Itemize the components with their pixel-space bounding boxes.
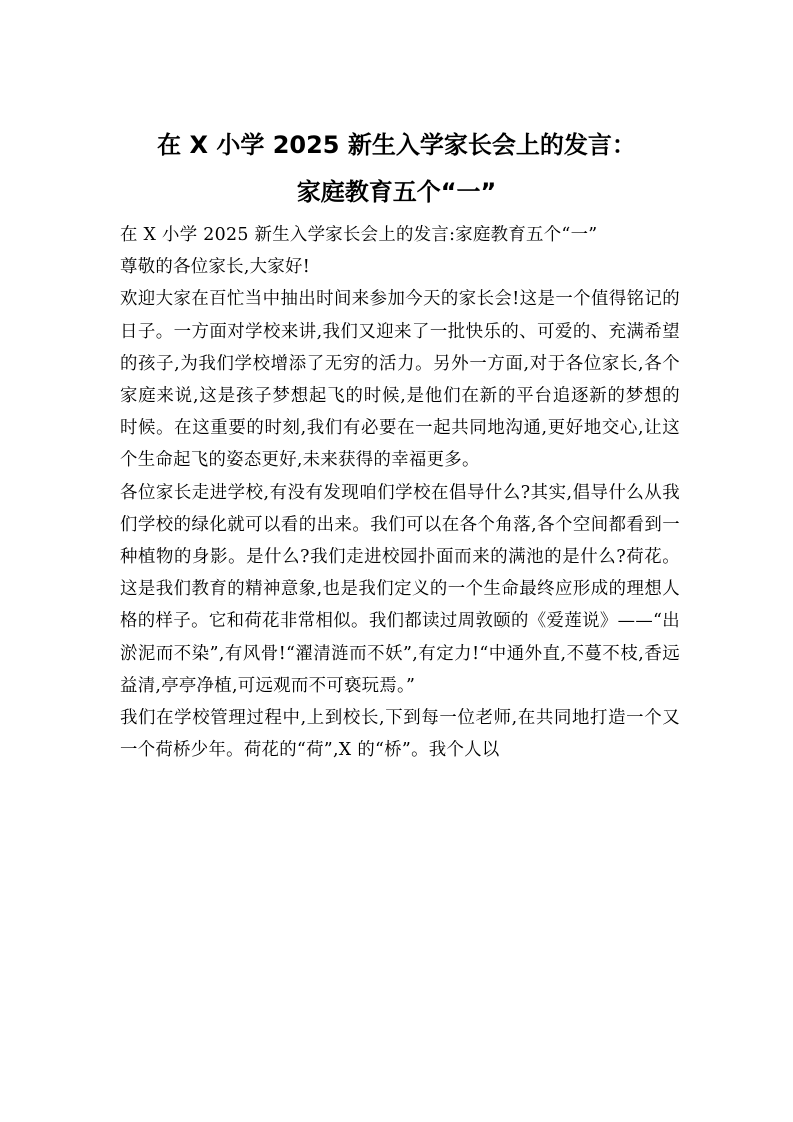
paragraph-welcome: 欢迎大家在百忙当中抽出时间来参加今天的家长会!这是一个值得铭记的日子。一方面对学校来讲,我们又迎来了一批快乐的、可爱的、充满希望的孩子,为我们学校增添了无穷的活力。另外一方面,对于各位家长,各个家庭来说,这是孩子梦想起飞的时候,是他们在新的平台追逐新的梦想的时候。在这重要的时刻,我们有必要在一起共同地沟通,更好地交心,让这个生命起飞的姿态更好,未来获得的幸福更多。 — [120, 289, 680, 471]
document-title-line-1: 在 X 小学 2025 新生入学家长会上的发言： — [157, 131, 636, 159]
paragraph-subtitle: 在 X 小学 2025 新生入学家长会上的发言:家庭教育五个“一” — [120, 225, 598, 245]
paragraph-management: 我们在学校管理过程中,上到校长,下到每一位老师,在共同地打造一个又一个荷桥少年。荷花的“荷”,X 的“桥”。我个人以 — [120, 708, 680, 761]
paragraph-lotus: 各位家长走进学校,有没有发现咱们学校在倡导什么?其实,倡导什么从我们学校的绿化就可以看的出来。我们可以在各个角落,各个空间都看到一种植物的身影。是什么?我们走进校园扑面而来的满池的是什么?荷花。这是我们教育的精神意象,也是我们定义的一个生命最终应形成的理想人格的样子。它和荷花非常相似。我们都读过周敦颐的《爱莲说》——“出淤泥而不染”,有风骨!“濯清涟而不妖”,有定力!“中通外直,不蔓不枝,香远益清,亭亭净植,可远观而不可亵玩焉。” — [120, 482, 680, 696]
document-title-line-2: 家庭教育五个“一” — [296, 178, 497, 206]
paragraph-greeting: 尊敬的各位家长,大家好! — [120, 257, 311, 278]
document-body — [120, 219, 680, 766]
